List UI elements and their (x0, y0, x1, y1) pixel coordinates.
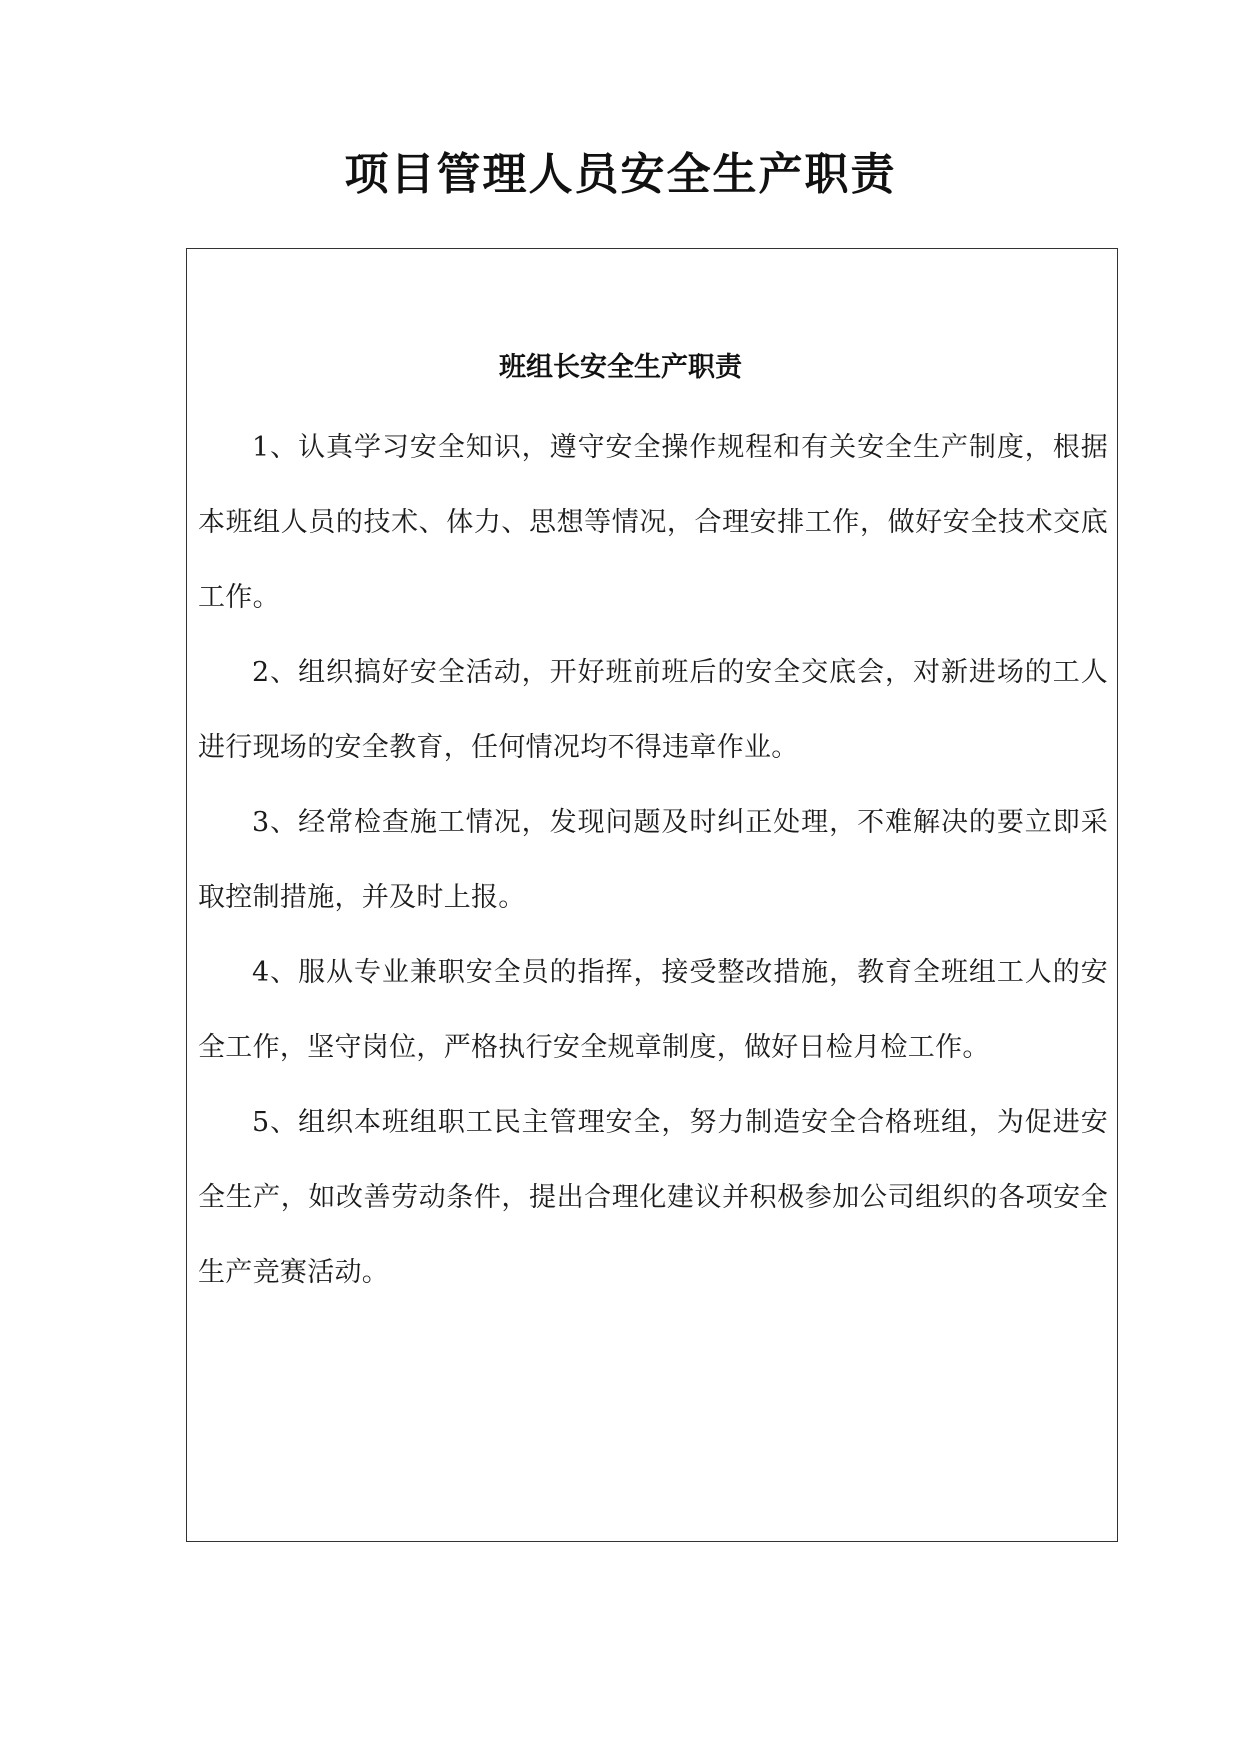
body-text (198, 410, 1108, 1310)
paragraph-2: 2、组织搞好安全活动，开好班前班后的安全交底会，对新进场的工人进行现场的安全教育，任何情况均不得违章作业。 (198, 657, 1108, 763)
paragraph-4: 4、服从专业兼职安全员的指挥，接受整改措施，教育全班组工人的安全工作，坚守岗位，严格执行安全规章制度，做好日检月检工作。 (198, 957, 1108, 1063)
section-title: 班组长安全生产职责 (499, 352, 742, 383)
paragraph-5: 5、组织本班组职工民主管理安全，努力制造安全合格班组，为促进安全生产，如改善劳动条件，提出合理化建议并积极参加公司组织的各项安全生产竞赛活动。 (198, 1107, 1108, 1288)
paragraph-1: 1、认真学习安全知识，遵守安全操作规程和有关安全生产制度，根据本班组人员的技术、体力、思想等情况，合理安排工作，做好安全技术交底工作。 (198, 432, 1108, 613)
paragraph-3: 3、经常检查施工情况，发现问题及时纠正处理，不难解决的要立即采取控制措施，并及时上报。 (198, 807, 1108, 913)
page-title: 项目管理人员安全生产职责 (344, 149, 897, 200)
